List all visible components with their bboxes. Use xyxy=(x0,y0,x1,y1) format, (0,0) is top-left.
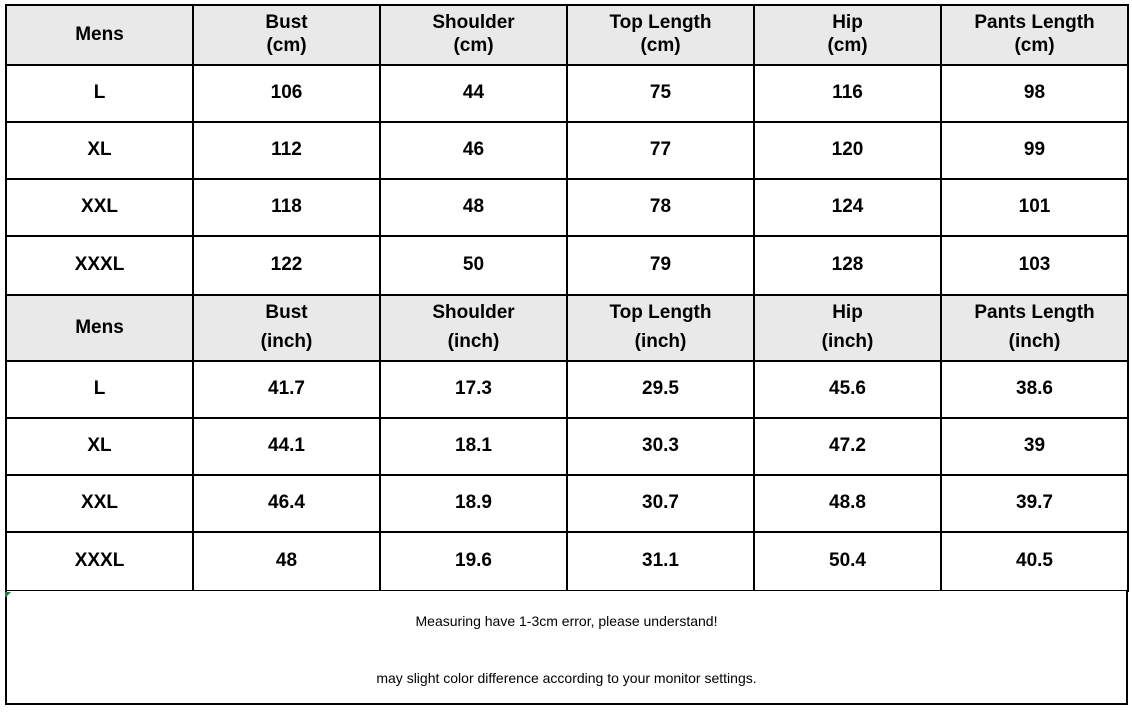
size-cell: XXL xyxy=(6,475,193,532)
table-row xyxy=(6,65,1128,122)
value-cell: 31.1 xyxy=(567,532,754,591)
value-cell: 44.1 xyxy=(193,418,380,475)
table-row xyxy=(6,361,1128,418)
notes-box xyxy=(5,591,1128,705)
size-cell: L xyxy=(6,65,193,122)
header-cell-pants-length: Pants Length (cm) xyxy=(941,5,1128,65)
value-cell: 18.1 xyxy=(380,418,567,475)
value-cell: 98 xyxy=(941,65,1128,122)
value-cell: 30.3 xyxy=(567,418,754,475)
header-cell-top-length: Top Length (cm) xyxy=(567,5,754,65)
size-cell: XL xyxy=(6,418,193,475)
value-cell: 118 xyxy=(193,179,380,236)
size-chart xyxy=(5,4,1128,592)
header-row-inch xyxy=(6,295,1128,361)
value-cell: 106 xyxy=(193,65,380,122)
value-cell: 112 xyxy=(193,122,380,179)
header-cell-shoulder: Shoulder (inch) xyxy=(380,295,567,361)
table-row xyxy=(6,179,1128,236)
value-cell: 17.3 xyxy=(380,361,567,418)
value-cell: 75 xyxy=(567,65,754,122)
value-cell: 48 xyxy=(193,532,380,591)
header-cell-top-length: Top Length (inch) xyxy=(567,295,754,361)
header-cell-bust: Bust (inch) xyxy=(193,295,380,361)
value-cell: 48 xyxy=(380,179,567,236)
value-cell: 44 xyxy=(380,65,567,122)
value-cell: 79 xyxy=(567,236,754,295)
table-row xyxy=(6,475,1128,532)
table-row xyxy=(6,532,1128,591)
value-cell: 120 xyxy=(754,122,941,179)
value-cell: 122 xyxy=(193,236,380,295)
note-color-difference: may slight color difference according to your monitor settings. xyxy=(376,670,757,686)
value-cell: 128 xyxy=(754,236,941,295)
value-cell: 29.5 xyxy=(567,361,754,418)
value-cell: 46.4 xyxy=(193,475,380,532)
size-cell: XXXL xyxy=(6,532,193,591)
value-cell: 46 xyxy=(380,122,567,179)
value-cell: 77 xyxy=(567,122,754,179)
value-cell: 45.6 xyxy=(754,361,941,418)
value-cell: 18.9 xyxy=(380,475,567,532)
value-cell: 41.7 xyxy=(193,361,380,418)
header-cell-hip: Hip (cm) xyxy=(754,5,941,65)
header-cell-mens: Mens xyxy=(6,295,193,361)
value-cell: 99 xyxy=(941,122,1128,179)
header-row-cm xyxy=(6,5,1128,65)
value-cell: 124 xyxy=(754,179,941,236)
table-row xyxy=(6,122,1128,179)
value-cell: 38.6 xyxy=(941,361,1128,418)
value-cell: 47.2 xyxy=(754,418,941,475)
header-cell-mens: Mens xyxy=(6,5,193,65)
size-cell: XXL xyxy=(6,179,193,236)
table-row xyxy=(6,236,1128,295)
size-cell: XL xyxy=(6,122,193,179)
value-cell: 101 xyxy=(941,179,1128,236)
value-cell: 50 xyxy=(380,236,567,295)
size-cell: L xyxy=(6,361,193,418)
value-cell: 116 xyxy=(754,65,941,122)
size-cell: XXXL xyxy=(6,236,193,295)
value-cell: 30.7 xyxy=(567,475,754,532)
header-cell-pants-length: Pants Length (inch) xyxy=(941,295,1128,361)
size-table xyxy=(5,4,1129,592)
header-cell-shoulder: Shoulder (cm) xyxy=(380,5,567,65)
value-cell: 40.5 xyxy=(941,532,1128,591)
value-cell: 19.6 xyxy=(380,532,567,591)
table-row xyxy=(6,418,1128,475)
header-cell-bust: Bust (cm) xyxy=(193,5,380,65)
value-cell: 39.7 xyxy=(941,475,1128,532)
value-cell: 78 xyxy=(567,179,754,236)
value-cell: 48.8 xyxy=(754,475,941,532)
note-measuring-error: Measuring have 1-3cm error, please understand! xyxy=(415,613,718,629)
value-cell: 39 xyxy=(941,418,1128,475)
header-cell-hip: Hip (inch) xyxy=(754,295,941,361)
value-cell: 103 xyxy=(941,236,1128,295)
cell-marker-icon xyxy=(5,592,11,598)
value-cell: 50.4 xyxy=(754,532,941,591)
